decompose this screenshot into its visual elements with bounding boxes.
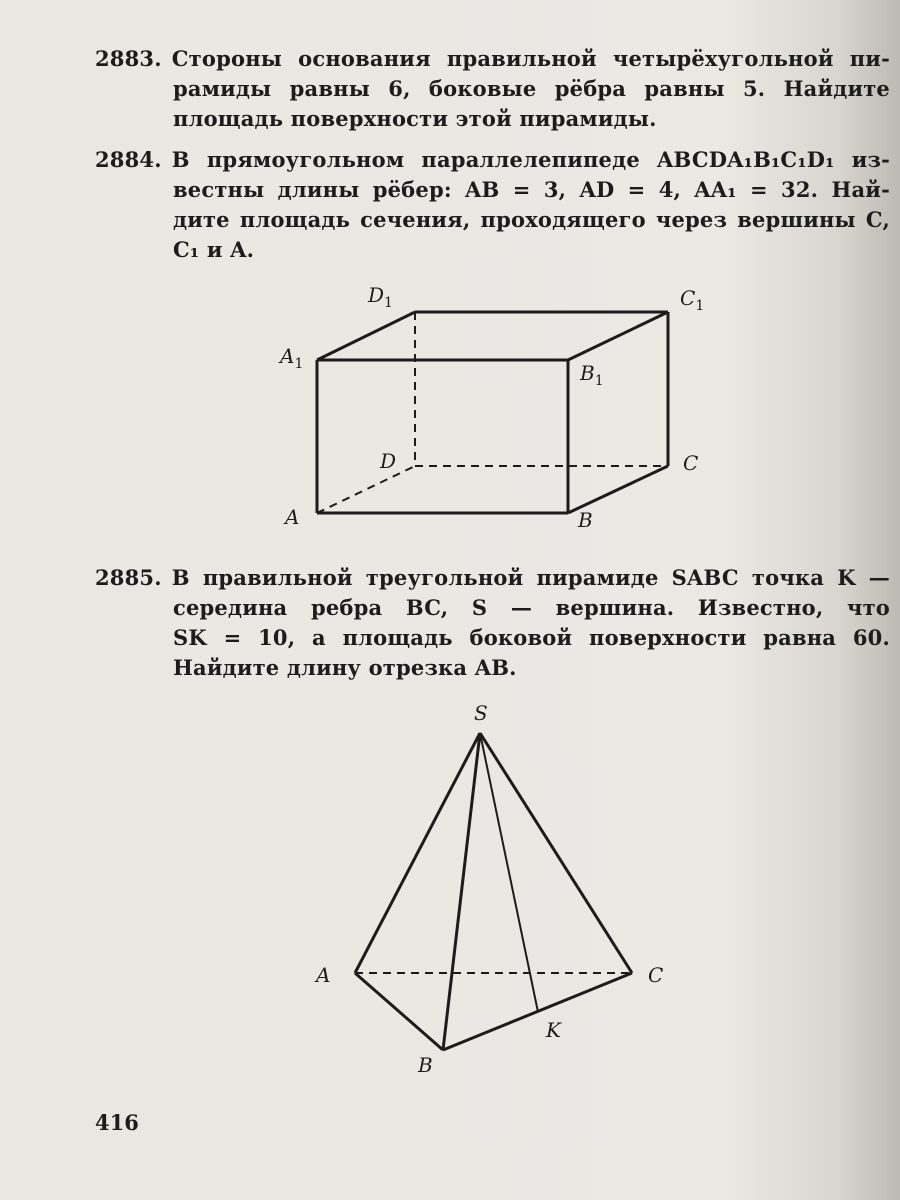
problem-text-line: SK = 10, а площадь боковой поверхности равна 60.	[173, 625, 890, 650]
vertex-label-b1: $B_1$	[580, 361, 604, 389]
page-number: 416	[95, 1110, 139, 1135]
vertex-label-s: S	[474, 701, 488, 725]
problem-text-line: В правильной треугольной пирамиде SABC точка K —	[171, 565, 890, 590]
vertex-label-c: C	[683, 451, 699, 475]
problem-text-line: площадь поверхности этой пирамиды.	[173, 106, 657, 131]
problem-text-line: дите площадь сечения, проходящего через вершины C,	[173, 207, 890, 232]
problem-text-line: Найдите длину отрезка AB.	[173, 655, 517, 680]
problem-number: 2885.	[95, 565, 162, 590]
point-label-k: K	[546, 1018, 561, 1042]
vertex-label-c: C	[648, 963, 664, 987]
vertex-label-c1: $C_1$	[680, 286, 705, 314]
problem-number: 2884.	[95, 147, 162, 172]
problem-number: 2883.	[95, 46, 162, 71]
vertex-label-a: A	[316, 963, 331, 987]
vertex-label-b: B	[418, 1053, 433, 1077]
vertex-label-d: D	[380, 449, 397, 473]
vertex-label-a1: $A_1$	[280, 344, 304, 372]
problem-text-line: середина ребра BC, S — вершина. Известно, что	[173, 595, 890, 620]
vertex-label-d1: $D_1$	[368, 283, 393, 311]
problem-text-line: C₁ и A.	[173, 237, 255, 262]
vertex-label-a: A	[285, 505, 300, 529]
vertex-label-b: B	[578, 508, 593, 532]
problem-text-line: рамиды равны 6, боковые рёбра равны 5. Найдите	[173, 76, 890, 101]
problem-text-line: Стороны основания правильной четырёхугольной пи-	[171, 46, 890, 71]
problem-text-line: В прямоугольном параллелепипеде ABCDA₁B₁C₁D₁ из-	[171, 147, 890, 172]
problem-text-line: вестны длины рёбер: AB = 3, AD = 4, AA₁ = 32. Най-	[173, 177, 890, 202]
